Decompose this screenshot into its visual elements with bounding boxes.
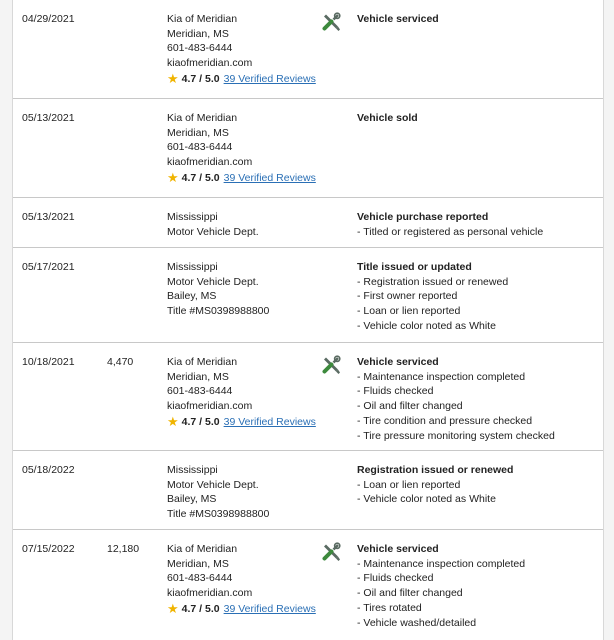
source-line: Mississippi [167,211,218,223]
row-source [167,355,317,430]
table-row [13,343,603,451]
detail-item: - Fluids checked [357,572,434,585]
dealer-rating [167,72,317,87]
dealer-rating [167,171,317,186]
wrench-screwdriver-icon [321,355,341,375]
detail-item: - Titled or registered as personal vehicle [357,225,544,238]
dealer-rating [167,602,317,617]
table-row [13,99,603,198]
row-details [357,210,597,239]
verified-reviews-link[interactable]: 39 Verified Reviews [223,415,316,428]
event-title: Registration issued or renewed [357,464,514,476]
row-source [167,463,317,522]
table-row [13,530,603,640]
verified-reviews-link[interactable]: 39 Verified Reviews [223,72,316,85]
row-date: 07/15/2022 [22,543,75,555]
rating-score: 4.7 / 5.0 [181,602,220,615]
event-title: Vehicle serviced [357,543,439,555]
star-icon: ★ [167,601,179,617]
source-line: Motor Vehicle Dept. [167,225,259,238]
source-line: Meridian, MS [167,557,229,570]
row-date: 05/13/2021 [22,112,75,124]
row-details [357,355,597,443]
event-title: Title issued or updated [357,261,472,273]
source-line: Title #MS0398988800 [167,508,270,521]
source-line: Kia of Meridian [167,356,238,368]
source-line: Title #MS0398988800 [167,305,270,318]
detail-item: - Maintenance inspection completed [357,557,526,570]
source-line: kiaofmeridian.com [167,156,253,169]
detail-item: - Oil and filter changed [357,400,463,413]
verified-reviews-link[interactable]: 39 Verified Reviews [223,602,316,615]
source-line: 601-483-6444 [167,141,233,154]
source-line: kiaofmeridian.com [167,400,253,413]
row-source [167,542,317,617]
detail-item: - Tires rotated [357,601,422,614]
row-date: 05/17/2021 [22,261,75,273]
source-line: Meridian, MS [167,370,229,383]
source-line: Meridian, MS [167,27,229,40]
star-icon: ★ [167,414,179,430]
detail-item: - Vehicle color noted as White [357,319,496,332]
row-details [357,111,597,126]
detail-item: - Oil and filter changed [357,587,463,600]
star-icon: ★ [167,71,179,87]
detail-item: - Registration issued or renewed [357,275,509,288]
detail-item: - Fluids checked [357,385,434,398]
event-title: Vehicle serviced [357,356,439,368]
row-mileage: 4,470 [107,356,134,368]
row-source [167,210,317,239]
source-line: 601-483-6444 [167,42,233,55]
detail-item: - First owner reported [357,290,458,303]
row-details [357,260,597,334]
detail-item: - Maintenance inspection completed [357,370,526,383]
verified-reviews-link[interactable]: 39 Verified Reviews [223,171,316,184]
source-line: 601-483-6444 [167,385,233,398]
source-line: Kia of Meridian [167,13,238,25]
source-line: Bailey, MS [167,493,217,506]
event-title: Vehicle sold [357,112,418,124]
row-details [357,542,597,630]
detail-item: - Vehicle washed/detailed [357,616,477,629]
row-source [167,111,317,186]
row-source [167,260,317,319]
source-line: Kia of Meridian [167,112,238,124]
table-row [13,451,603,530]
source-line: Kia of Meridian [167,543,238,555]
source-line: Bailey, MS [167,290,217,303]
row-details [357,12,597,27]
row-details [357,463,597,507]
source-line: 601-483-6444 [167,572,233,585]
source-line: kiaofmeridian.com [167,57,253,70]
event-title: Vehicle purchase reported [357,211,489,223]
source-line: Mississippi [167,464,218,476]
source-line: Meridian, MS [167,126,229,139]
row-date: 04/29/2021 [22,13,75,25]
row-date: 05/13/2021 [22,211,75,223]
detail-item: - Loan or lien reported [357,305,461,318]
detail-item: - Loan or lien reported [357,478,461,491]
table-row [13,198,603,248]
source-line: kiaofmeridian.com [167,587,253,600]
dealer-rating [167,415,317,430]
row-mileage: 12,180 [107,543,140,555]
rating-score: 4.7 / 5.0 [181,171,220,184]
detail-item: - Vehicle color noted as White [357,493,496,506]
star-icon: ★ [167,170,179,186]
row-source [167,12,317,87]
source-line: Motor Vehicle Dept. [167,478,259,491]
source-line: Motor Vehicle Dept. [167,275,259,288]
row-date: 05/18/2022 [22,464,75,476]
table-row [13,0,603,99]
rating-score: 4.7 / 5.0 [181,415,220,428]
wrench-screwdriver-icon [321,542,341,562]
row-date: 10/18/2021 [22,356,75,368]
detail-item: - Tire pressure monitoring system checked [357,429,555,442]
detail-item: - Tire condition and pressure checked [357,414,533,427]
rating-score: 4.7 / 5.0 [181,72,220,85]
table-row [13,248,603,343]
source-line: Mississippi [167,261,218,273]
wrench-screwdriver-icon [321,12,341,32]
event-title: Vehicle serviced [357,13,439,25]
vehicle-history-table [12,0,604,640]
